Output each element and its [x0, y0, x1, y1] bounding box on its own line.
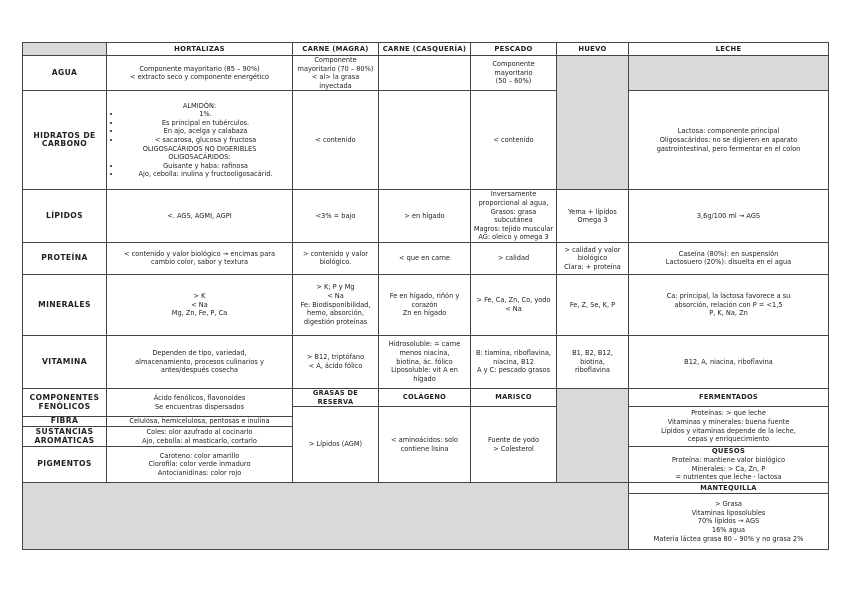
text-line: P, K, Na, Zn [709, 309, 748, 318]
text-line: < contenido y valor biológico → encimas para [123, 249, 276, 258]
text-line: Fe en hígado, riñón y [389, 292, 460, 301]
text-line: almacenamiento, procesos culinarios y [135, 357, 264, 366]
text-line: 70% lípidos → AGS [697, 517, 760, 526]
text-line: Omega 3 [577, 216, 608, 225]
text-line: contiene lisina [400, 444, 449, 453]
cell-hidratos-carne-casqueria [379, 91, 471, 190]
list-item: • < sacarosa, glucosa y fructosa [121, 136, 290, 145]
cell-lipidos-leche: 3,6g/100 ml → AGS [629, 190, 829, 243]
text-line: Mg, Zn, Fe, P, Ca [171, 309, 228, 318]
cell-lipidos-hortalizas: <. AGS, AGMI, AGPI [107, 190, 293, 243]
text-line: menos niacina, [399, 349, 450, 358]
text-line: AG: oleico y omega 3 [478, 233, 549, 242]
cell-hidratos-hortalizas [107, 91, 293, 190]
header-carne-magra: CARNE (MAGRA) [293, 43, 379, 56]
text-line: Caroteno: color amarillo [159, 451, 240, 460]
cell-proteina-leche [629, 242, 829, 274]
text-line: > contenido y valor [303, 249, 368, 258]
cell-agua-carne-casqueria [379, 56, 471, 91]
text-line: > K; P y Mg [316, 283, 355, 292]
row-label-fibra: FIBRA [23, 417, 107, 427]
cell-huevo-empty-bottom [557, 388, 629, 482]
almidon-title: ALMIDÓN: [182, 101, 217, 110]
cell-vitamina-hortalizas [107, 335, 293, 388]
text-line: > calidad y valor [564, 245, 621, 254]
text-line: = nutrientes que leche - lactosa [675, 473, 782, 482]
text-line: Caseína (80%): en suspensión [678, 249, 779, 258]
cell-proteina-huevo [557, 242, 629, 274]
cell-agua-hortalizas [107, 56, 293, 91]
row-mantequilla-header [23, 483, 829, 494]
text-line: absorción, relación con P = <1,5 [674, 300, 783, 309]
cell-fermentados [629, 407, 829, 447]
cell-proteina-carne-magra [293, 242, 379, 274]
header-leche: LECHE [629, 43, 829, 56]
row-agua [23, 56, 829, 91]
list-item: • 1%. [121, 110, 290, 119]
header-huevo: HUEVO [557, 43, 629, 56]
cell-proteina-pescado: > calidad [471, 242, 557, 274]
text-line: Vitaminas y minerales: buena fuente [667, 418, 790, 427]
cell-mantequilla [629, 494, 829, 550]
text-line: Fuente de yodo [487, 436, 540, 445]
text-line: Componente mayoritario [492, 60, 535, 77]
text-line: > Fe, Ca, Zn, Co, yodo [476, 296, 551, 305]
row-label-fenolicos: COMPONENTES FENÓLICOS [23, 388, 107, 416]
text-line: > Colesterol [493, 444, 534, 453]
text-line: Yema + lípidos [568, 207, 617, 216]
row-label-aromaticas: SUSTANCIAS AROMÁTICAS [23, 427, 107, 447]
text-line: Dependen de tipo, variedad, [152, 349, 247, 358]
corner-cell [23, 43, 107, 56]
row-vitamina [23, 335, 829, 388]
almidon-list [109, 110, 290, 144]
text-line: mayoritario (70 – 80%) [297, 64, 374, 73]
cell-fibra-hortalizas: Celulosa, hemicelulosa, pentosas e inulina [107, 417, 293, 427]
row-label-vitamina: VITAMINA [23, 335, 107, 388]
cell-minerales-hortalizas [107, 274, 293, 335]
text-line: Hidrosoluble: = carne [388, 340, 461, 349]
cell-huevo-empty-top [557, 56, 629, 190]
text-line: Lactosa: componente principal [677, 127, 780, 136]
text-line: Proteínas: > que leche [691, 409, 766, 418]
cell-fenolicos-hortalizas [107, 388, 293, 416]
text-line: gastrointestinal, pero fermentar en el colon [656, 144, 801, 153]
text-line: Lactosuero (20%): disuelta en el agua [665, 258, 792, 267]
cell-minerales-leche [629, 274, 829, 335]
text-line: Proteína: mantiene valor biológico [671, 456, 786, 465]
text-line: Magros: tejido muscular [473, 224, 554, 233]
cell-agua-pescado [471, 56, 557, 91]
text-line: > Grasa [715, 500, 742, 509]
text-line: B: tiamina, riboflavina, [476, 349, 551, 358]
cell-lipidos-pescado [471, 190, 557, 243]
text-line: Componente mayoritario (85 – 90%) [139, 64, 260, 73]
text-line: Clara: + proteína [564, 262, 621, 271]
cell-proteina-hortalizas [107, 242, 293, 274]
no-digeribles-title: OLIGOSACÁRIDOS NO DIGERIBLES [142, 144, 257, 153]
cell-vitamina-carne-casqueria [379, 335, 471, 388]
cell-agua-leche [629, 56, 829, 91]
cell-grasas-reserva: > Lípidos (AGM) [293, 407, 379, 483]
text-line: riboflavina [575, 366, 610, 375]
subheader-quesos: QUESOS [711, 447, 746, 456]
text-line: Minerales: > Ca, Zn, P [691, 464, 766, 473]
text-line: hígado [413, 374, 436, 383]
cell-hidratos-carne-magra: < contenido [293, 91, 379, 190]
subheader-mantequilla: MANTEQUILLA [629, 483, 829, 494]
text-line: biotina, ác. fólico [396, 357, 453, 366]
row-label-lipidos: LÍPIDOS [23, 190, 107, 243]
cell-marisco [471, 407, 557, 483]
row-label-agua: AGUA [23, 56, 107, 91]
cell-minerales-carne-magra [293, 274, 379, 335]
text-line: < aminoácidos: solo [391, 436, 458, 445]
text-line: Liposoluble: vit A en [391, 366, 458, 375]
text-line: < A, ácido fólico [308, 361, 363, 370]
text-line: (50 – 60%) [495, 77, 532, 86]
text-line: < Na [505, 304, 522, 313]
nutrition-comparison-table [22, 42, 829, 550]
text-line: > K [193, 292, 206, 301]
text-line: biológico [577, 254, 608, 263]
header-carne-casqueria: CARNE (CASQUERÍA) [379, 43, 471, 56]
list-item: • Guisante y haba: rafinosa [121, 162, 290, 171]
text-line: Materia láctea grasa 80 – 90% y no grasa 2% [653, 534, 804, 543]
cell-vitamina-carne-magra [293, 335, 379, 388]
list-item: • Es principal en tubérculos. [121, 119, 290, 128]
row-lipidos [23, 190, 829, 243]
text-line: Ácido fenólicos, flavonoides [153, 393, 246, 402]
cell-pigmentos-hortalizas [107, 447, 293, 483]
header-row [23, 43, 829, 56]
text-line: > B12, triptófano [306, 353, 365, 362]
text-line: < Na [191, 300, 208, 309]
subheader-fermentados: FERMENTADOS [629, 388, 829, 406]
text-line: Fe: Biodisponibilidad, [300, 300, 371, 309]
subheader-marisco: MARISCO [471, 388, 557, 406]
row-label-proteina: PROTEÍNA [23, 242, 107, 274]
text-line: Clorofila: color verde inmaduro [148, 460, 251, 469]
cell-minerales-pescado [471, 274, 557, 335]
cell-vitamina-huevo [557, 335, 629, 388]
text-line: Antocianidinas: color rojo [157, 468, 242, 477]
text-line: antes/después cosecha [160, 366, 239, 375]
oligo-title: OLIGOSACÁRIDOS: [168, 153, 231, 162]
row-hidratos [23, 91, 829, 190]
row-proteina [23, 242, 829, 274]
text-line: cepas y enriquecimiento [687, 435, 770, 444]
text-line: Ajo, cebolla: al masticarlo, cortarlo [142, 436, 257, 445]
text-line: corazón [411, 300, 438, 309]
cell-hidratos-leche [629, 91, 829, 190]
header-pescado: PESCADO [471, 43, 557, 56]
text-line: biotina, [580, 357, 605, 366]
cell-quesos [629, 447, 829, 483]
cell-vitamina-leche: B12, A, niacina, riboflavina [629, 335, 829, 388]
cell-aromaticas-hortalizas [107, 427, 293, 447]
cell-agua-carne-magra [293, 56, 379, 91]
text-line: 16% agua [711, 525, 746, 534]
row-minerales [23, 274, 829, 335]
text-line: Zn en hígado [402, 309, 447, 318]
cell-lipidos-huevo [557, 190, 629, 243]
text-line: Se encuentras dispersados [154, 402, 245, 411]
text-line: Vitaminas liposolubles [691, 508, 766, 517]
cell-proteina-carne-casqueria: < que en carne [379, 242, 471, 274]
subheader-colageno: COLÁGENO [379, 388, 471, 406]
text-line: Oligosacáridos: no se digieren en aparato [659, 136, 798, 145]
text-line: Componente [314, 56, 357, 64]
subheader-grasas-reserva: GRASAS DE RESERVA [293, 388, 379, 406]
row-label-pigmentos: PIGMENTOS [23, 447, 107, 483]
text-line: < al> la grasa inyectada [311, 73, 360, 90]
header-hortalizas: HORTALIZAS [107, 43, 293, 56]
text-line: digestión proteínas [303, 317, 368, 326]
text-line: Ca: principal, la lactosa favorece a su [666, 292, 791, 301]
list-item: • En ajo, acelga y calabaza [121, 127, 290, 136]
list-item: • Ajo, cebolla: inulina y fructooligosacárid. [121, 170, 290, 179]
row-label-minerales: MINERALES [23, 274, 107, 335]
text-line: hemo, absorción, [307, 309, 364, 318]
cell-vitamina-pescado [471, 335, 557, 388]
text-line: proporcional al agua, [478, 198, 549, 207]
cell-bottom-empty [23, 483, 629, 550]
text-line: Lípidos y vitaminas depende de la leche, [661, 426, 796, 435]
cell-lipidos-carne-casqueria: > en hígado [379, 190, 471, 243]
text-line: B1, B2, B12, [572, 349, 613, 358]
text-line: Coles: olor azufrado al cocinarlo [146, 428, 253, 437]
cell-minerales-huevo: Fe, Z, Se, K, P [557, 274, 629, 335]
oligo-list [109, 162, 290, 179]
row-subheaders [23, 388, 829, 406]
cell-hidratos-pescado: < contenido [471, 91, 557, 190]
text-line: niacina, B12 [493, 357, 534, 366]
text-line: Inversamente [490, 190, 537, 199]
row-label-hidratos: HIDRATOS DE CARBONO [23, 91, 107, 190]
cell-lipidos-carne-magra: <3% = bajo [293, 190, 379, 243]
cell-colageno [379, 407, 471, 483]
text-line: Grasos: grasa subcutánea [490, 207, 537, 225]
text-line: A y C: pescado grasos [476, 366, 551, 375]
cell-minerales-carne-casqueria [379, 274, 471, 335]
text-line: biológico. [319, 258, 352, 267]
text-line: < extracto seco y componente energético [129, 73, 270, 82]
text-line: < Na [327, 292, 344, 301]
text-line: cambio color, sabor y textura [150, 258, 249, 267]
quesos-text [631, 456, 826, 482]
